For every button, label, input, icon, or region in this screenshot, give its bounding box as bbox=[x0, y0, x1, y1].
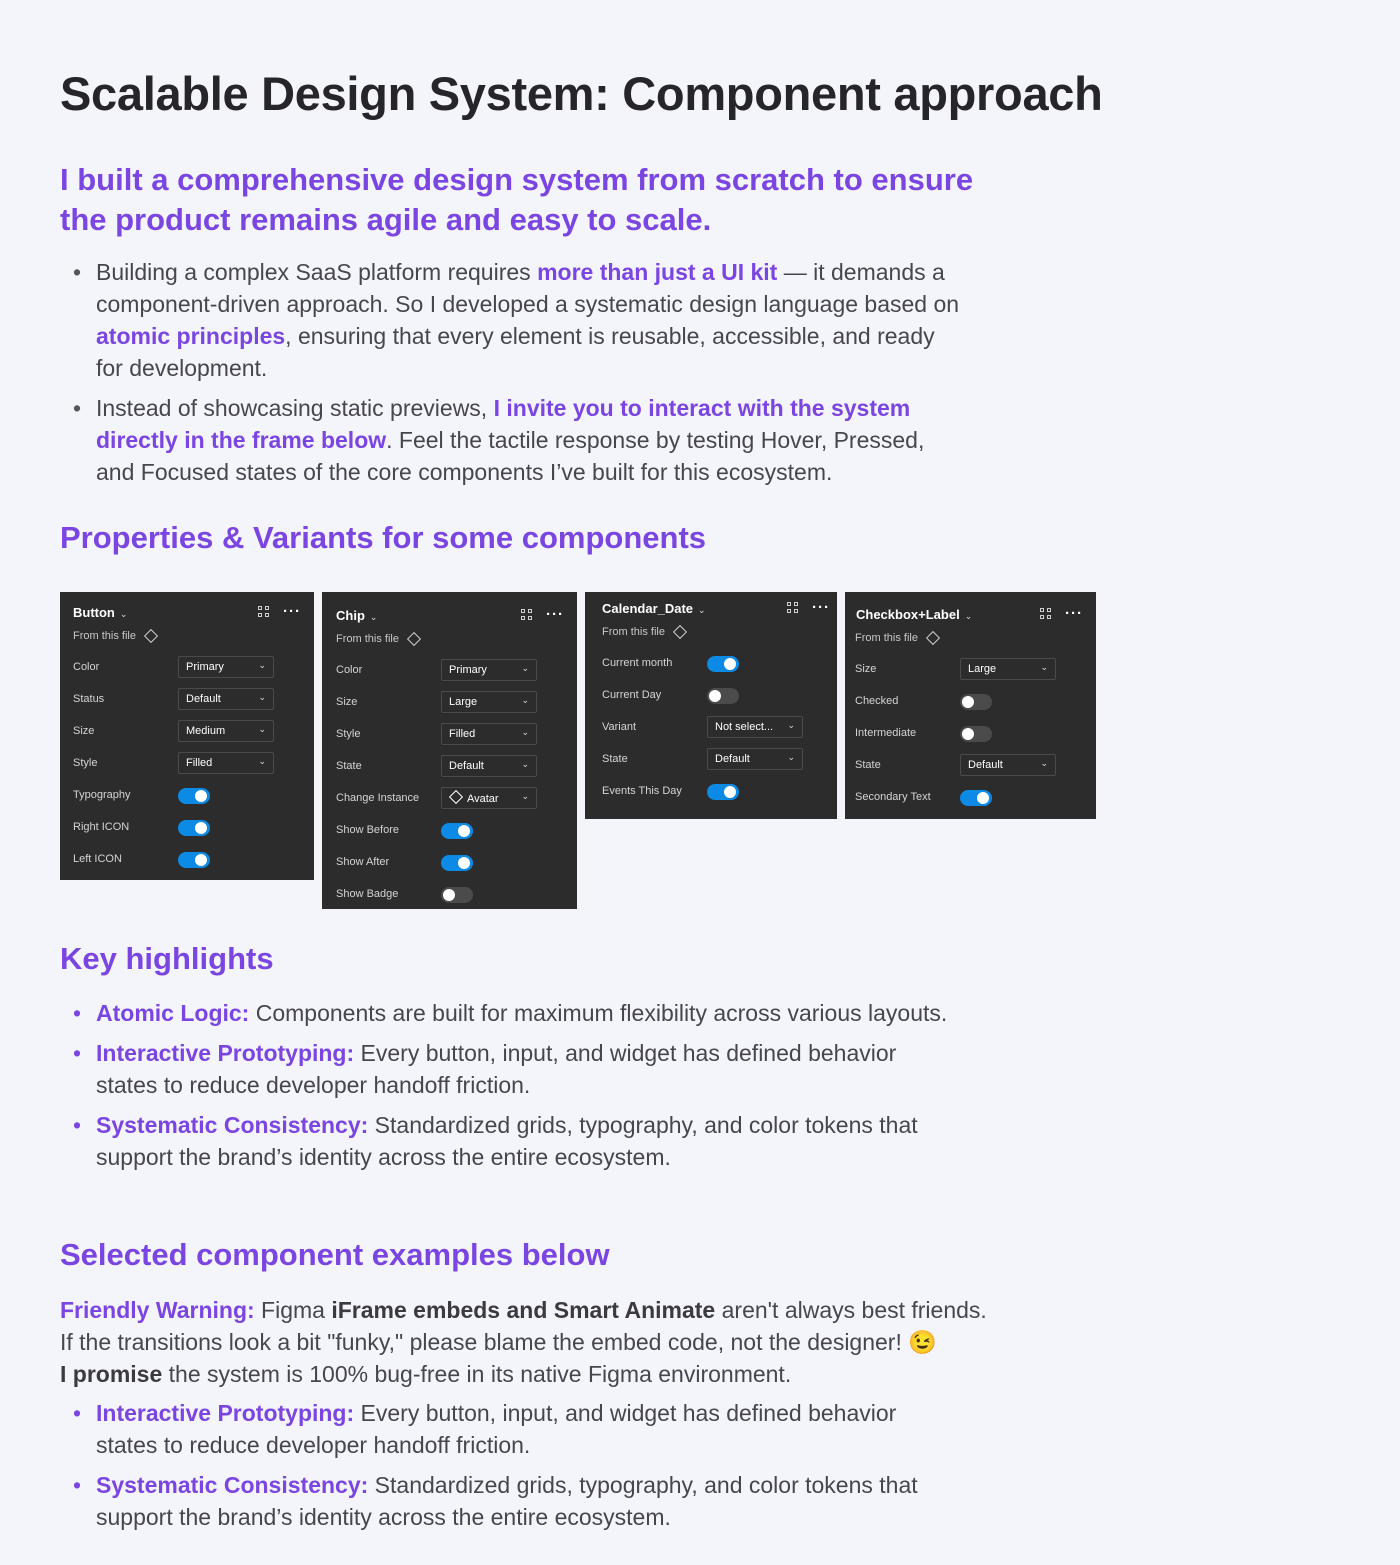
source-file bbox=[336, 633, 419, 645]
panel-title[interactable] bbox=[336, 608, 377, 623]
prop-row-status bbox=[73, 688, 314, 712]
source-label: From this file bbox=[73, 630, 136, 642]
list-item bbox=[60, 1109, 960, 1173]
dropdown-value: Default bbox=[715, 753, 750, 765]
current-day-toggle[interactable] bbox=[707, 688, 739, 704]
prop-label: State bbox=[336, 760, 362, 772]
panel-title[interactable] bbox=[73, 605, 127, 620]
prop-row-color bbox=[336, 659, 577, 683]
dropdown-value: Large bbox=[449, 696, 478, 708]
panel-title-label: Checkbox+Label bbox=[856, 607, 960, 622]
prop-row-state bbox=[855, 754, 1096, 778]
more-dots-icon[interactable]: ··· bbox=[546, 605, 564, 623]
prop-label: Current month bbox=[602, 657, 673, 669]
events-this-day-toggle[interactable] bbox=[707, 784, 739, 800]
text: , ensuring that every element is reusable, accessible, and ready for development. bbox=[96, 323, 935, 381]
prop-label: State bbox=[602, 753, 628, 765]
chip-properties-panel bbox=[322, 592, 577, 909]
more-dots-icon[interactable]: ··· bbox=[1065, 604, 1083, 622]
chevron-down-icon: ⌄ bbox=[698, 605, 706, 615]
show-before-toggle[interactable] bbox=[441, 823, 473, 839]
prop-row-style bbox=[73, 752, 314, 776]
text: Components are built for maximum flexibility across various layouts. bbox=[249, 1000, 948, 1026]
prop-label: State bbox=[855, 759, 881, 771]
panel-actions bbox=[521, 605, 564, 623]
text: aren't always best friends. bbox=[715, 1297, 987, 1323]
chevron-down-icon: ⌄ bbox=[258, 756, 266, 766]
prop-row-intermediate bbox=[855, 722, 1096, 746]
source-label: From this file bbox=[336, 633, 399, 645]
text: — it demands a component-driven approach. So I developed a systematic design language based on bbox=[96, 259, 960, 317]
dropdown-value: Primary bbox=[449, 664, 487, 676]
component-grid-icon[interactable] bbox=[787, 602, 798, 613]
dropdown-value: Filled bbox=[449, 728, 476, 740]
prop-row-style bbox=[336, 723, 577, 747]
prop-row-typography bbox=[73, 784, 314, 808]
toggle-knob bbox=[458, 825, 470, 837]
more-dots-icon[interactable]: ··· bbox=[812, 598, 830, 616]
component-grid-icon[interactable] bbox=[521, 609, 532, 620]
chevron-down-icon: ⌄ bbox=[787, 752, 795, 762]
list-item bbox=[60, 392, 960, 488]
source-label: From this file bbox=[602, 626, 665, 638]
text: . Feel the tactile response by testing Hover, Pressed, and Focused states of the core components I’ve built for this ecosystem. bbox=[96, 427, 925, 485]
toggle-knob bbox=[962, 728, 974, 740]
prop-label: Style bbox=[73, 757, 98, 769]
checkbox-label-properties-panel bbox=[845, 592, 1096, 819]
component-grid-icon[interactable] bbox=[258, 606, 269, 617]
toggle-knob bbox=[443, 889, 455, 901]
prop-row-state bbox=[336, 755, 577, 779]
text: the system is 100% bug-free in its native Figma environment. bbox=[162, 1361, 792, 1387]
warning-label: Friendly Warning: bbox=[60, 1297, 255, 1323]
panel-title-label: Calendar_Date bbox=[602, 601, 694, 616]
prop-row-show-badge bbox=[336, 883, 577, 907]
text: Figma bbox=[254, 1297, 332, 1323]
component-diamond-icon bbox=[926, 631, 940, 645]
state-dropdown[interactable] bbox=[441, 755, 537, 777]
toggle-knob bbox=[195, 790, 207, 802]
dropdown-value: Large bbox=[968, 663, 997, 675]
size-dropdown[interactable] bbox=[441, 691, 537, 713]
instance-dropdown[interactable] bbox=[441, 787, 537, 809]
toggle-knob bbox=[458, 857, 470, 869]
highlight-text: atomic principles bbox=[96, 323, 286, 349]
dropdown-value: Avatar bbox=[467, 793, 499, 805]
chevron-down-icon: ⌄ bbox=[369, 612, 378, 622]
typography-toggle[interactable] bbox=[178, 788, 210, 804]
component-diamond-icon bbox=[144, 629, 158, 643]
chevron-down-icon: ⌄ bbox=[119, 609, 128, 619]
prop-row-left-icon bbox=[73, 848, 314, 872]
chevron-down-icon: ⌄ bbox=[1040, 662, 1048, 672]
chevron-down-icon: ⌄ bbox=[521, 759, 529, 769]
intermediate-toggle[interactable] bbox=[960, 726, 992, 742]
text: If the transitions look a bit "funky," please blame the embed code, not the designer! 😉 bbox=[60, 1329, 937, 1355]
list-item bbox=[60, 256, 960, 384]
source-label: From this file bbox=[855, 632, 918, 644]
prop-label: Size bbox=[855, 663, 877, 675]
highlight-key: Atomic Logic: bbox=[96, 1000, 250, 1026]
state-dropdown[interactable] bbox=[707, 748, 803, 770]
prop-label: Size bbox=[336, 696, 358, 708]
left-icon-toggle[interactable] bbox=[178, 852, 210, 868]
prop-row-right-icon bbox=[73, 816, 314, 840]
prop-label: Style bbox=[336, 728, 361, 740]
toggle-knob bbox=[977, 792, 989, 804]
source-file bbox=[602, 626, 685, 638]
prop-row-size bbox=[855, 658, 1096, 682]
toggle-knob bbox=[195, 854, 207, 866]
dropdown-value: Not select... bbox=[715, 721, 774, 733]
list-item bbox=[60, 1469, 960, 1533]
highlights-list bbox=[60, 997, 960, 1181]
status-dropdown[interactable] bbox=[178, 688, 274, 710]
text: Standardized grids, typography, and color tokens that support the brand’s identity across the entire ecosystem. bbox=[96, 1472, 918, 1530]
prop-label: Variant bbox=[602, 721, 637, 733]
button-properties-panel bbox=[60, 592, 314, 880]
text: Standardized grids, typography, and color tokens that support the brand’s identity across the entire ecosystem. bbox=[96, 1112, 918, 1170]
panel-actions bbox=[787, 598, 830, 616]
prop-row-show-before bbox=[336, 819, 577, 843]
highlight-key: Systematic Consistency: bbox=[96, 1472, 369, 1498]
dropdown-value: Default bbox=[968, 759, 1003, 771]
toggle-knob bbox=[724, 658, 736, 670]
current-month-toggle[interactable] bbox=[707, 656, 739, 672]
checked-toggle[interactable] bbox=[960, 694, 992, 710]
prop-label: Right ICON bbox=[73, 821, 130, 833]
prop-label: Show After bbox=[336, 856, 390, 868]
prop-row-size bbox=[73, 720, 314, 744]
list-item bbox=[60, 1037, 960, 1101]
prop-row-current-month bbox=[602, 652, 837, 676]
toggle-knob bbox=[962, 696, 974, 708]
prop-row-variant bbox=[602, 716, 837, 740]
toggle-knob bbox=[195, 822, 207, 834]
variant-dropdown[interactable] bbox=[707, 716, 803, 738]
chevron-down-icon: ⌄ bbox=[1040, 758, 1048, 768]
prop-label: Show Before bbox=[336, 824, 399, 836]
size-dropdown[interactable] bbox=[960, 658, 1056, 680]
chevron-down-icon: ⌄ bbox=[787, 720, 795, 730]
prop-label: Events This Day bbox=[602, 785, 682, 797]
panel-title[interactable] bbox=[856, 607, 972, 622]
chevron-down-icon: ⌄ bbox=[521, 663, 529, 673]
dropdown-value: Default bbox=[186, 693, 221, 705]
show-badge-toggle[interactable] bbox=[441, 887, 473, 903]
dropdown-value: Primary bbox=[186, 661, 224, 673]
list-item bbox=[60, 997, 960, 1029]
size-dropdown[interactable] bbox=[178, 720, 274, 742]
panel-title-label: Chip bbox=[336, 608, 365, 623]
highlight-text: more than just a UI kit bbox=[537, 259, 778, 285]
chevron-down-icon: ⌄ bbox=[258, 724, 266, 734]
highlight-key: Interactive Prototyping: bbox=[96, 1040, 355, 1066]
prop-row-state bbox=[602, 748, 837, 772]
prop-label: Color bbox=[336, 664, 363, 676]
lead-text: I built a comprehensive design system from scratch to ensure the product remains agile and easy to scale. bbox=[60, 162, 974, 237]
panel-title[interactable] bbox=[602, 601, 706, 616]
source-file bbox=[73, 630, 156, 642]
prop-row-secondary-text bbox=[855, 786, 1096, 810]
highlight-key: Systematic Consistency: bbox=[96, 1112, 369, 1138]
prop-label: Change Instance bbox=[336, 792, 420, 804]
bold-text: iFrame embeds and Smart Animate bbox=[331, 1297, 716, 1323]
style-dropdown[interactable] bbox=[178, 752, 274, 774]
list-item bbox=[60, 1397, 960, 1461]
secondary-text-toggle[interactable] bbox=[960, 790, 992, 806]
prop-row-show-after bbox=[336, 851, 577, 875]
examples-heading: Selected component examples below bbox=[60, 1237, 610, 1272]
chevron-down-icon: ⌄ bbox=[521, 727, 529, 737]
prop-label: Current Day bbox=[602, 689, 662, 701]
toggle-knob bbox=[724, 786, 736, 798]
dropdown-value: Medium bbox=[186, 725, 226, 737]
prop-label: Checked bbox=[855, 695, 899, 707]
prop-label: Typography bbox=[73, 789, 131, 801]
component-diamond-icon bbox=[407, 632, 421, 646]
examples-list bbox=[60, 1397, 960, 1541]
prop-label: Status bbox=[73, 693, 105, 705]
prop-label: Left ICON bbox=[73, 853, 122, 865]
properties-heading: Properties & Variants for some components bbox=[60, 520, 707, 555]
more-dots-icon[interactable]: ··· bbox=[283, 602, 301, 620]
prop-row-change-instance bbox=[336, 787, 577, 811]
prop-row-checked bbox=[855, 690, 1096, 714]
right-icon-toggle[interactable] bbox=[178, 820, 210, 836]
text: Building a complex SaaS platform requires bbox=[96, 259, 538, 285]
toggle-knob bbox=[709, 690, 721, 702]
highlight-key: Interactive Prototyping: bbox=[96, 1400, 355, 1426]
prop-label: Secondary Text bbox=[855, 791, 931, 803]
chevron-down-icon: ⌄ bbox=[258, 660, 266, 670]
style-dropdown[interactable] bbox=[441, 723, 537, 745]
text: Instead of showcasing static previews, bbox=[96, 395, 494, 421]
text: Every button, input, and widget has defined behavior states to reduce developer handoff friction. bbox=[96, 1400, 897, 1458]
prop-row-current-day bbox=[602, 684, 837, 708]
intro-list bbox=[60, 256, 960, 496]
highlight-text: I invite you to interact with the system directly in the frame below bbox=[96, 395, 911, 453]
prop-row-color bbox=[73, 656, 314, 680]
text: Every button, input, and widget has defined behavior states to reduce developer handoff friction. bbox=[96, 1040, 897, 1098]
calendar-date-properties-panel bbox=[585, 592, 837, 819]
chevron-down-icon: ⌄ bbox=[258, 692, 266, 702]
highlights-heading: Key highlights bbox=[60, 941, 274, 976]
component-diamond-icon bbox=[449, 790, 463, 804]
panel-actions bbox=[258, 602, 301, 620]
panel-actions bbox=[1040, 604, 1083, 622]
friendly-warning bbox=[60, 1294, 1020, 1390]
prop-label: Show Badge bbox=[336, 888, 399, 900]
component-diamond-icon bbox=[673, 625, 687, 639]
bold-text: I promise bbox=[60, 1361, 163, 1387]
state-dropdown[interactable] bbox=[960, 754, 1056, 776]
chevron-down-icon: ⌄ bbox=[964, 611, 973, 621]
prop-label: Color bbox=[73, 661, 100, 673]
prop-row-size bbox=[336, 691, 577, 715]
dropdown-value: Filled bbox=[186, 757, 213, 769]
prop-label: Size bbox=[73, 725, 95, 737]
prop-row-events-this-day bbox=[602, 780, 837, 804]
color-dropdown[interactable] bbox=[441, 659, 537, 681]
dropdown-value: Default bbox=[449, 760, 484, 772]
chevron-down-icon: ⌄ bbox=[521, 695, 529, 705]
chevron-down-icon: ⌄ bbox=[521, 791, 529, 801]
panel-title-label: Button bbox=[73, 605, 115, 620]
color-dropdown[interactable] bbox=[178, 656, 274, 678]
component-grid-icon[interactable] bbox=[1040, 608, 1051, 619]
show-after-toggle[interactable] bbox=[441, 855, 473, 871]
prop-label: Intermediate bbox=[855, 727, 917, 739]
page-title: Scalable Design System: Component approach bbox=[60, 67, 1103, 120]
source-file bbox=[855, 632, 938, 644]
